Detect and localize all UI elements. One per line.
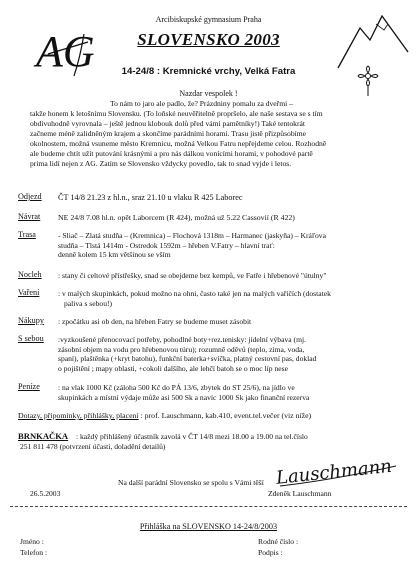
jmeno-label: Jméno : [20, 537, 44, 546]
svg-text:Lauschmann: Lauschmann [275, 456, 393, 489]
dotazy-text: : prof. Lauschmann, kab.410, event.tel.večer (viz níže) [140, 411, 312, 420]
intro-line: začneme méně zalidněným krajem a skončíme parádními horami. Trasu jistě přizpůsobíme [30, 129, 307, 138]
school-name: Arcibiskupské gymnasium Praha [155, 15, 262, 24]
page-subtitle: 14-24/8 : Kremnické vrchy, Velká Fatra [121, 66, 296, 77]
trasa-label: Trasa [18, 230, 36, 239]
intro-line: obdivuhodně vyrovnala – ještě jednou klobouk dolů před vámi pamětníky!) Také tentokrát [30, 119, 305, 128]
nakupy-label: Nákupy [18, 316, 44, 325]
dotazy-label: Dotazy, připomínky, přihlášky, placení [18, 411, 139, 420]
navrat-text: NE 24/8 7.08 hl.n. opět Laborcem (R 424), možná už 5.22 Cassovií (R 422) [58, 213, 295, 222]
navrat-label: Návrat [18, 212, 41, 221]
nocleh-text: : stany či celtové přístřešky, snad se obejdeme bez kempů, ve Fatře i hřebenové "útulny" [58, 271, 327, 280]
nocleh-label: Nocleh [18, 270, 42, 279]
handwritten-signature [272, 456, 402, 490]
telefon-label: Telefon : [20, 548, 48, 557]
odjezd-label: Odjezd [18, 192, 42, 201]
brnkacka-label: BRNKAČKA [18, 431, 69, 441]
podpis-label: Podpis : [258, 548, 283, 557]
page-title: SLOVENSKO 2003 [137, 30, 280, 49]
logo-letters: AG [36, 27, 95, 76]
vareni-label: Vaření [18, 288, 40, 297]
brnkacka-text: : každý přihlášený účastník zavolá v ČT 14/8 mezi 18.00 a 19.00 na tel.číslo 251 811 478 (potvrzení účasti, doladění detailů) [20, 432, 308, 451]
intro-line: ale budeme chtít užít putování krásnými a pro nás dálkou vonícími horami, v pohodové partě [30, 149, 313, 158]
letter-date: 26.5.2003 [30, 489, 61, 498]
intro-line: To nám to jaro ale padlo, že? Prázdniny pomalu za dveřmi – [110, 99, 293, 108]
intro-line: takže honem k letošnímu Slovensku. (To loňské neuvěřitelně propršelo, ale naše sestava se s tím [30, 109, 323, 118]
penize-text: : na vlak 1000 Kč (záloha 500 Kč do PÁ 13/6, zbytek do ST 25/6), na jídlo ve skupinkách a místní výdaje může asi 500 Sk a navíc 1000 Sk jako finanční rezerva [58, 383, 310, 402]
vareni-text: : v malých skupinkách, pokud možno na ohni, často také jen na malých vařičích (dostatek paliva s sebou!) [58, 289, 331, 308]
ssebou-label: S sebou [18, 334, 44, 343]
intro-line: okolnostem, možná vsuneme město Kremnicu, možná Velkou Fatru nepřejdeme celou. Rozhodně [30, 139, 327, 148]
odjezd-text: ČT 14/8 21.23 z hl.n., sraz 21.10 u vlaku R 425 Laborec [58, 193, 243, 202]
dotazy-row [18, 411, 311, 421]
rodne-cislo-label: Rodné číslo : [258, 537, 299, 546]
greeting: Nazdar vespolek ! [179, 89, 238, 98]
signature-name: Zdeněk Lauschmann [268, 489, 332, 498]
form-title: Přihláška na SLOVENSKO 14-24/8/2003 [139, 522, 278, 531]
cut-line [10, 506, 407, 507]
trasa-text: - Sliač – Zlatá studňa – (Kremnica) – Flochová 1318m – Harmanec (jaskyňa) – Kráľova studňa – Tlstá 1414m - Ostredok 1592m – hřeben V.Fatry – hlavní trať: denně kolem 15 km většinou se vším [58, 231, 326, 259]
intro-line: prima lidí nejen z AG. Zatím se Slovensko vždycky povedlo, tak to snad vyjde i letos. [30, 159, 292, 168]
nakupy-text: : zpočátku asi ob den, na hřeben Fatry se budeme muset zásobit [58, 317, 252, 326]
penize-label: Peníze [18, 382, 40, 391]
ssebou-text: :vyzkoušené přenocovací potřeby, pohodlné boty+rez.tenisky: jídelní výbava (mj. zásobní objem na vodu pro hřebenovou túru); rozumně oděvů (teplo, zima, voda, spaní), plaštěnka (+kryt batohu), funkční baterka+svíčka, platný cestovní pas, doklad o pojištění ; mapy oblasti, +cokoli dalšího, ale lehčí batoh se o moc líp nese [58, 335, 317, 373]
closing-line: Na další parádní Slovensko se spolu s Vámi těší [118, 478, 264, 487]
